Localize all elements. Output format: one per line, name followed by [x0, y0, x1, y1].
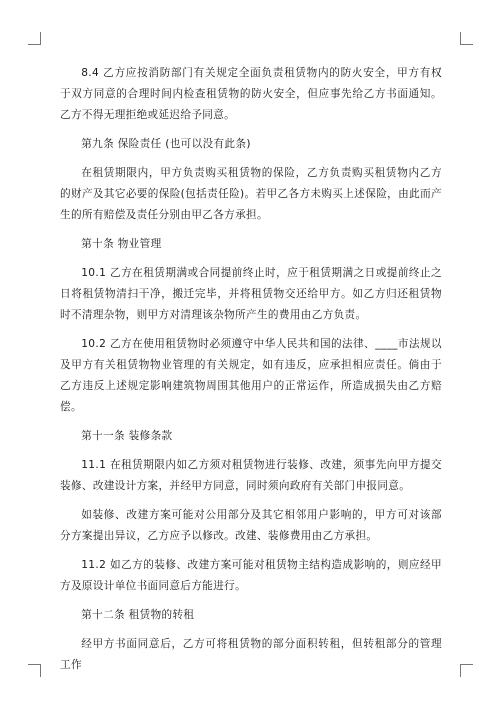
paragraph-insurance: 在租赁期限内，甲方负责购买租赁物的保险，乙方负责购买租赁物内乙方的财产及其它必要的保险(包括责任险)。若甲乙各方未购买上述保险，由此而产生的所有赔偿及责任分别由甲乙各方承担。: [60, 167, 442, 221]
crop-mark-bottom-left: [28, 664, 41, 677]
crop-mark-top-right: [460, 32, 473, 45]
document-page: [60, 63, 442, 684]
crop-mark-bottom-right: [460, 664, 473, 677]
crop-mark-top-left: [28, 32, 41, 45]
paragraph-11-2: 11.2 如乙方的装修、改建方案可能对租赁物主结构造成影响的，则应经甲方及原设计单位书面同意后方能进行。: [60, 559, 442, 592]
heading-article-12: 第十二条 租赁物的转租: [81, 609, 195, 621]
paragraph-8-4: 8.4 乙方应按消防部门有关规定全面负责租赁物内的防火安全，甲方有权于双方同意的合理时间内检查租赁物的防火安全，但应事先给乙方书面通知。乙方不得无理拒绝或延迟给予同意。: [60, 67, 442, 121]
paragraph-12: 经甲方书面同意后，乙方可将租赁物的部分面积转租，但转租部分的管理工作: [60, 638, 442, 671]
paragraph-11-1-cont: 如装修、改建方案可能对公用部分及其它相邻用户影响的，甲方可对该部分方案提出异议，乙方应予以修改。改建、装修费用由乙方承担。: [60, 509, 442, 542]
paragraph-10-2: 10.2 乙方在使用租赁物时必须遵守中华人民共和国的法律、____市法规以及甲方有关租赁物物业管理的有关规定，如有违反，应承担相应责任。倘由于乙方违反上述规定影响建筑物周围其他用户的正常运作，所造成损失由乙方赔偿。: [60, 338, 442, 413]
heading-article-9: 第九条 保险责任 (也可以没有此条): [81, 138, 251, 150]
heading-article-11: 第十一条 装修条款: [81, 430, 173, 442]
paragraph-10-1: 10.1 乙方在租赁期满或合同提前终止时，应于租赁期满之日或提前终止之日将租赁物清扫干净，搬迁完毕，并将租赁物交还给甲方。如乙方归还租赁物时不清理杂物，则甲方对清理该杂物所产生的费用由乙方负责。: [60, 267, 442, 321]
heading-article-10: 第十条 物业管理: [81, 238, 162, 250]
paragraph-11-1: 11.1 在租赁期限内如乙方须对租赁物进行装修、改建，须事先向甲方提交装修、改建设计方案，并经甲方同意，同时须向政府有关部门申报同意。: [60, 459, 442, 492]
